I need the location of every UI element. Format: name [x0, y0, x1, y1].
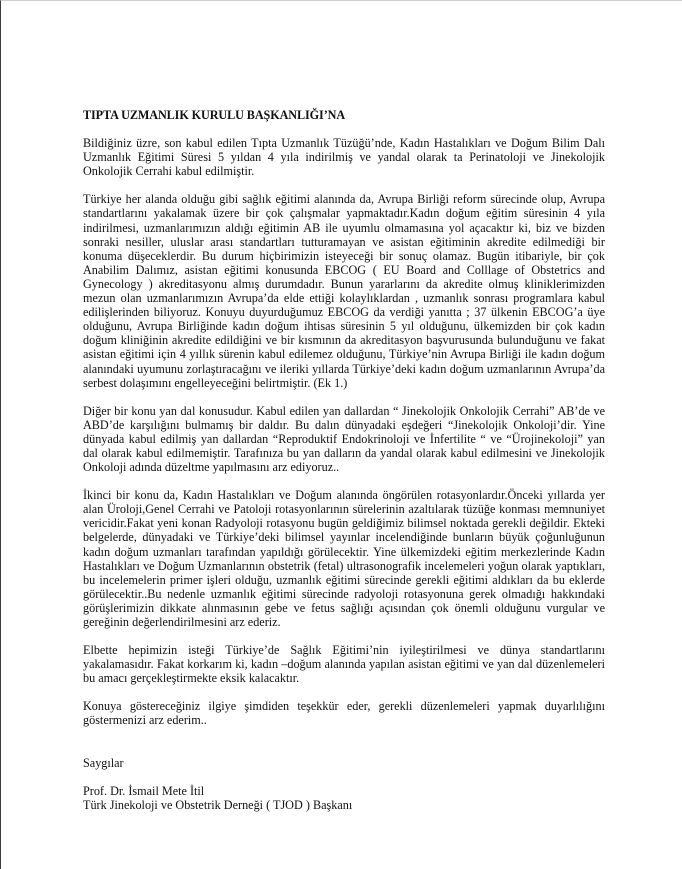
signatory-position: Türk Jinekoloji ve Obstetrik Derneği ( TJOD ) Başkanı [83, 797, 353, 812]
paragraph-rotations: İkinci bir konu da, Kadın Hastalıkları ve Doğum alanında öngörülen rotasyonlardır.Önceki yıllarda yer alan Üroloji,Genel Cerrahi ve Patoloji rotasyonlarının sürelerinin azaltılarak tüzüğe konması memnuniyet vericidir.Fakat yeni konan Radyoloji rotasyonu bugün geldiğimiz bilimsel noktada gerekli değildir. Ekteki belgelerde, dünyadaki ve Türkiye’deki bilimsel yayınlar incelendiğinde bunların büyük çoğunluğunun kadın doğum uzmanları tarafından yapıldığı görülecektir. Yine ülkemizdeki eğitim merkezlerinde Kadın Hastalıkları ve Doğum Uzmanlarının obstetrik (fetal) ultrasonografik incelemeleri yoğun olarak yaptıkları, bu incelemelerin primer işleri olduğu, uzmanlık eğitimi sürecinde gerekli eğitimi aldıkları da bu eklerde görülecektir..Bu nedenle uzmanlık eğitimi sürecinde radyoloji rotasyonuna gerek olmadığı hakkındaki görüşlerimizin dikkate alınmasının gebe ve fetus sağlığı açısından çok önemli olduğunu vurgular ve gereğinin değerlendirilmesini arz ederiz. [83, 488, 605, 629]
closing-salutation: Saygılar [83, 755, 124, 770]
signatory-name: Prof. Dr. İsmail Mete İtil [83, 783, 205, 798]
paragraph-thanks: Konuya göstereceğiniz ilgiye şimdiden teşekkür eder, gerekli düzenlemeleri yapmak duyarlılığını göstermenizi arz ederim.. [83, 699, 605, 728]
paragraph-intro: Bildiğiniz üzre, son kabul edilen Tıpta Uzmanlık Tüzüğü’nde, Kadın Hastalıkları ve Doğum Bilim Dalı Uzmanlık Eğitimi Süresi 5 yıldan 4 yıla indirilmiş ve yandal olarak ta Perinatoloji ve Jinekolojik Onkolojik Cerrahi kabul edilmiştir. [83, 136, 605, 179]
letter-title: TIPTA UZMANLIK KURULU BAŞKANLIĞI’NA [83, 108, 346, 122]
paragraph-subspecialty: Diğer bir konu yan dal konusudur. Kabul edilen yan dallardan “ Jinekolojik Onkolojik Cerrahi” AB’de ve ABD’de karşılığını bulmamış bir daldır. Bu dalın dünyadaki eşdeğeri “Jinekolojik Onkoloji’dir. Yine dünyada kabul edilmiş yan dallardan “Reproduktif Endokrinoloji ve İnfertilite “ ve “Ürojinekoloji” yan dal olarak kabul edilmemiştir. Tarafınıza bu yan dalların da yandal olarak kabul edilmesini ve Jinekolojik Onkoloji adında düzeltme yapılmasını arz ediyoruz.. [83, 403, 605, 475]
paragraph-eu-reform: Türkiye her alanda olduğu gibi sağlık eğitimi alanında da, Avrupa Birliği reform sürecinde olup, Avrupa standartlarını yakalamak üzere bir çok çalışmalar yapmaktadır.Kadın doğum eğitim süresinin 4 yıla indirilmesi, uzmanlarımızın aldığı eğitimin AB ile uyumlu olmamasına yol açacaktır ki, biz ve bizden sonraki nesiller, uluslar arası standartları tutturamayan ve asistan eğitiminin akredite edilmediği bir konuma düşeceklerdir. Bu durum hiçbirimizin isteyeceği bir sonuç olamaz. Bugün itibariyle, bir çok Anabilim Dalımız, asistan eğitimi konusunda EBCOG ( EU Board and Colllage of Obstetrics and Gynecology ) akreditasyonu almış durumdadır. Bunun yararlarını da akredite olmuş kliniklerimizden mezun olan uzmanlarımızın Avrupa’da elde ettiği kolaylıklardan , uzmanlık sonrası programlara kabul edilişlerinden biliyoruz. Konuyu duyurduğumuz EBCOG da verdiği yanıtta ; 37 ülkenin EBCOG’a üye olduğunu, Avrupa Birliğinde kadın doğum ihtisas süresinin 5 yıl olduğunu, ülkemizden bir çok kadın doğum kliniğinin akredite edildiğini ve bir kısmının da akreditasyon başvurusunda bulunduğunu ve fakat asistan eğitimi için 4 yıllık sürenin kabul edilemez olduğunu, Türkiye’nin Avrupa Birliği ile kadın doğum alanındaki uyumunu zorlaştıracağını ve ileriki yıllarda Türkiye’deki kadın doğum uzmanlarının Avrupa’da serbest dolaşımını engelleyeceğini belirtmiştir. (Ek 1.) [83, 192, 605, 390]
paragraph-wish: Elbette hepimizin isteği Türkiye’de Sağlık Eğitimi’nin iyileştirilmesi ve dünya standartlarını yakalamasıdır. Fakat korkarım ki, kadın –doğum alanında yapılan asistan eğitimi ve yan dal düzenlemeleri bu amacı gerçekleştirmekte eksik kalacaktır. [83, 643, 605, 686]
signature-block [83, 784, 605, 812]
letter-document [83, 108, 605, 812]
